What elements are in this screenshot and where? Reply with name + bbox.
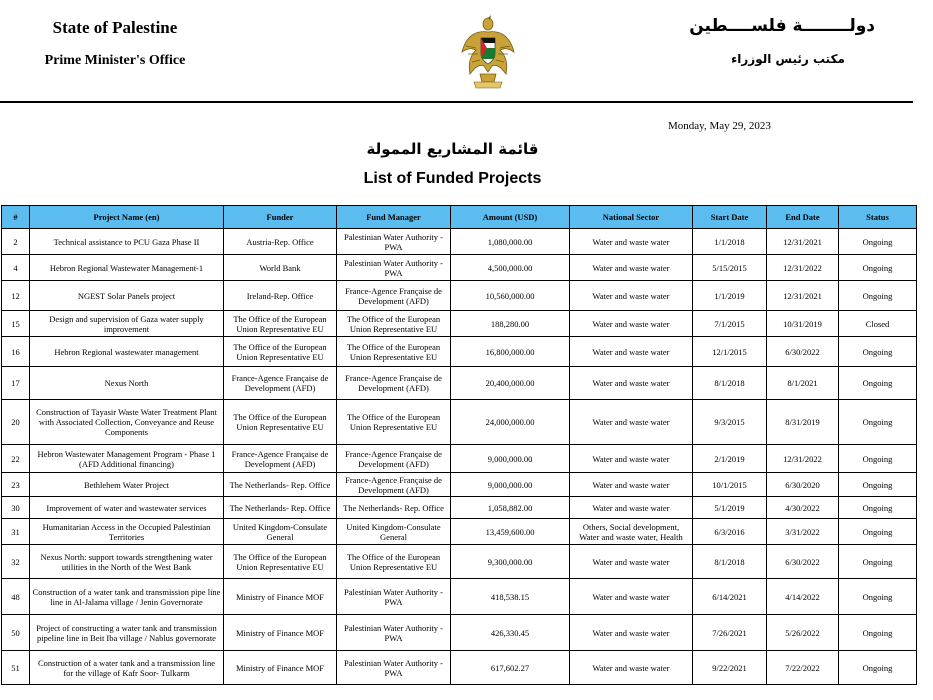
funder-cell: The Office of the European Union Representative EU xyxy=(224,545,337,579)
table-row xyxy=(2,473,917,497)
start-date-cell: 6/3/2016 xyxy=(693,519,767,545)
fund-manager-cell: France-Agence Française de Development (AFD) xyxy=(337,445,451,473)
row-number-cell: 31 xyxy=(2,519,30,545)
fund-manager-cell: Palestinian Water Authority - PWA xyxy=(337,229,451,255)
start-date-cell: 8/1/2018 xyxy=(693,367,767,400)
status-cell: Ongoing xyxy=(839,367,917,400)
project-name-cell: Construction of a water tank and transmission pipe line line in Al-Jalama village / Jenin Governorate xyxy=(30,579,224,615)
table-body xyxy=(2,229,917,685)
row-number-cell: 12 xyxy=(2,281,30,311)
funder-cell: France-Agence Française de Development (AFD) xyxy=(224,445,337,473)
amount-cell: 188,280.00 xyxy=(451,311,570,337)
funder-cell: The Office of the European Union Representative EU xyxy=(224,337,337,367)
funded-projects-table xyxy=(1,205,917,685)
page-title-ar: قائمة المشاريع الممولة xyxy=(366,140,539,158)
status-cell: Ongoing xyxy=(839,579,917,615)
row-number-cell: 2 xyxy=(2,229,30,255)
row-number-cell: 30 xyxy=(2,497,30,519)
start-date-cell: 1/1/2018 xyxy=(693,229,767,255)
amount-cell: 20,400,000.00 xyxy=(451,367,570,400)
fund-manager-cell: The Office of the European Union Representative EU xyxy=(337,311,451,337)
start-date-cell: 7/26/2021 xyxy=(693,615,767,651)
column-header-national-sector: National Sector xyxy=(570,206,693,229)
amount-cell: 426,330.45 xyxy=(451,615,570,651)
table-row xyxy=(2,651,917,685)
status-cell: Ongoing xyxy=(839,497,917,519)
status-cell: Closed xyxy=(839,311,917,337)
start-date-cell: 2/1/2019 xyxy=(693,445,767,473)
amount-cell: 1,080,000.00 xyxy=(451,229,570,255)
national-sector-cell: Water and waste water xyxy=(570,445,693,473)
fund-manager-cell: France-Agence Française de Development (AFD) xyxy=(337,473,451,497)
fund-manager-cell: France-Agence Française de Development (AFD) xyxy=(337,367,451,400)
project-name-cell: Humanitarian Access in the Occupied Palestinian Territories xyxy=(30,519,224,545)
start-date-cell: 8/1/2018 xyxy=(693,545,767,579)
fund-manager-cell: France-Agence Française de Development (AFD) xyxy=(337,281,451,311)
row-number-cell: 20 xyxy=(2,400,30,445)
end-date-cell: 6/30/2020 xyxy=(767,473,839,497)
row-number-cell: 4 xyxy=(2,255,30,281)
amount-cell: 9,000,000.00 xyxy=(451,445,570,473)
table-row xyxy=(2,281,917,311)
amount-cell: 16,800,000.00 xyxy=(451,337,570,367)
amount-cell: 9,300,000.00 xyxy=(451,545,570,579)
end-date-cell: 5/26/2022 xyxy=(767,615,839,651)
fund-manager-cell: The Office of the European Union Representative EU xyxy=(337,337,451,367)
table-row xyxy=(2,445,917,473)
palestine-eagle-emblem-icon xyxy=(458,12,518,92)
start-date-cell: 5/1/2019 xyxy=(693,497,767,519)
national-sector-cell: Water and waste water xyxy=(570,651,693,685)
project-name-cell: Construction of Tayasir Waste Water Treatment Plant with Associated Collection, Conveyance and Reuse Components xyxy=(30,400,224,445)
funder-cell: France-Agence Française de Development (AFD) xyxy=(224,367,337,400)
column-header-number: # xyxy=(2,206,30,229)
project-name-cell: Improvement of water and wastewater services xyxy=(30,497,224,519)
funder-cell: The Netherlands- Rep. Office xyxy=(224,473,337,497)
table-row xyxy=(2,400,917,445)
table-row xyxy=(2,229,917,255)
end-date-cell: 6/30/2022 xyxy=(767,337,839,367)
fund-manager-cell: United Kingdom-Consulate General xyxy=(337,519,451,545)
project-name-cell: Construction of a water tank and a transmission line for the village of Kafr Soor- Tulkarm xyxy=(30,651,224,685)
national-sector-cell: Water and waste water xyxy=(570,337,693,367)
project-name-cell: Hebron Wastewater Management Program - Phase 1 (AFD Additional financing) xyxy=(30,445,224,473)
start-date-cell: 10/1/2015 xyxy=(693,473,767,497)
funder-cell: The Office of the European Union Representative EU xyxy=(224,311,337,337)
status-cell: Ongoing xyxy=(839,255,917,281)
end-date-cell: 12/31/2021 xyxy=(767,229,839,255)
office-name-ar: مكتب رئيس الوزراء xyxy=(731,52,845,66)
column-header-end-date: End Date xyxy=(767,206,839,229)
amount-cell: 4,500,000.00 xyxy=(451,255,570,281)
project-name-cell: Nexus North xyxy=(30,367,224,400)
table-row xyxy=(2,579,917,615)
end-date-cell: 4/30/2022 xyxy=(767,497,839,519)
start-date-cell: 1/1/2019 xyxy=(693,281,767,311)
office-name-en: Prime Minister's Office xyxy=(44,53,186,68)
row-number-cell: 16 xyxy=(2,337,30,367)
start-date-cell: 9/3/2015 xyxy=(693,400,767,445)
row-number-cell: 51 xyxy=(2,651,30,685)
status-cell: Ongoing xyxy=(839,400,917,445)
row-number-cell: 22 xyxy=(2,445,30,473)
column-header-status: Status xyxy=(839,206,917,229)
state-name-ar: دولــــــــة فلســــطين xyxy=(689,16,875,36)
funder-cell: Ministry of Finance MOF xyxy=(224,651,337,685)
fund-manager-cell: The Office of the European Union Representative EU xyxy=(337,545,451,579)
start-date-cell: 6/14/2021 xyxy=(693,579,767,615)
funder-cell: Ireland-Rep. Office xyxy=(224,281,337,311)
national-sector-cell: Water and waste water xyxy=(570,497,693,519)
status-cell: Ongoing xyxy=(839,229,917,255)
amount-cell: 10,560,000.00 xyxy=(451,281,570,311)
state-name-en: State of Palestine xyxy=(52,18,178,37)
national-sector-cell: Others, Social development, Water and waste water, Health xyxy=(570,519,693,545)
row-number-cell: 50 xyxy=(2,615,30,651)
amount-cell: 617,602.27 xyxy=(451,651,570,685)
funder-cell: Austria-Rep. Office xyxy=(224,229,337,255)
status-cell: Ongoing xyxy=(839,615,917,651)
national-sector-cell: Water and waste water xyxy=(570,281,693,311)
table-row xyxy=(2,367,917,400)
amount-cell: 1,058,882.00 xyxy=(451,497,570,519)
column-header-start-date: Start Date xyxy=(693,206,767,229)
project-name-cell: Project of constructing a water tank and transmission pipeline line in Beit Iba village / Nablus governorate xyxy=(30,615,224,651)
row-number-cell: 15 xyxy=(2,311,30,337)
status-cell: Ongoing xyxy=(839,473,917,497)
project-name-cell: Design and supervision of Gaza water supply improvement xyxy=(30,311,224,337)
end-date-cell: 3/31/2022 xyxy=(767,519,839,545)
status-cell: Ongoing xyxy=(839,545,917,579)
table-row xyxy=(2,519,917,545)
funder-cell: The Office of the European Union Representative EU xyxy=(224,400,337,445)
fund-manager-cell: Palestinian Water Authority - PWA xyxy=(337,651,451,685)
project-name-cell: Hebron Regional Wastewater Management-1 xyxy=(30,255,224,281)
fund-manager-cell: Palestinian Water Authority - PWA xyxy=(337,615,451,651)
national-sector-cell: Water and waste water xyxy=(570,473,693,497)
national-sector-cell: Water and waste water xyxy=(570,400,693,445)
table-row xyxy=(2,615,917,651)
table-row xyxy=(2,255,917,281)
row-number-cell: 17 xyxy=(2,367,30,400)
report-date: Monday, May 29, 2023 xyxy=(668,120,771,132)
header-divider xyxy=(0,101,913,103)
end-date-cell: 4/14/2022 xyxy=(767,579,839,615)
project-name-cell: Nexus North: support towards strengthening water utilities in the North of the West Bank xyxy=(30,545,224,579)
start-date-cell: 12/1/2015 xyxy=(693,337,767,367)
row-number-cell: 48 xyxy=(2,579,30,615)
status-cell: Ongoing xyxy=(839,445,917,473)
page-title-en: List of Funded Projects xyxy=(363,170,542,187)
amount-cell: 418,538.15 xyxy=(451,579,570,615)
national-sector-cell: Water and waste water xyxy=(570,579,693,615)
national-sector-cell: Water and waste water xyxy=(570,545,693,579)
end-date-cell: 12/31/2022 xyxy=(767,255,839,281)
column-header-fund-manager: Fund Manager xyxy=(337,206,451,229)
table-row xyxy=(2,311,917,337)
amount-cell: 24,000,000.00 xyxy=(451,400,570,445)
national-sector-cell: Water and waste water xyxy=(570,615,693,651)
fund-manager-cell: The Office of the European Union Representative EU xyxy=(337,400,451,445)
row-number-cell: 23 xyxy=(2,473,30,497)
end-date-cell: 6/30/2022 xyxy=(767,545,839,579)
row-number-cell: 32 xyxy=(2,545,30,579)
column-header-project-name: Project Name (en) xyxy=(30,206,224,229)
start-date-cell: 5/15/2015 xyxy=(693,255,767,281)
funder-cell: United Kingdom-Consulate General xyxy=(224,519,337,545)
table-row xyxy=(2,545,917,579)
funder-cell: The Netherlands- Rep. Office xyxy=(224,497,337,519)
status-cell: Ongoing xyxy=(839,651,917,685)
amount-cell: 9,000,000.00 xyxy=(451,473,570,497)
table-header-row xyxy=(2,206,917,229)
start-date-cell: 7/1/2015 xyxy=(693,311,767,337)
end-date-cell: 8/31/2019 xyxy=(767,400,839,445)
end-date-cell: 12/31/2022 xyxy=(767,445,839,473)
national-sector-cell: Water and waste water xyxy=(570,367,693,400)
fund-manager-cell: Palestinian Water Authority - PWA xyxy=(337,579,451,615)
status-cell: Ongoing xyxy=(839,281,917,311)
project-name-cell: Technical assistance to PCU Gaza Phase II xyxy=(30,229,224,255)
table-row xyxy=(2,337,917,367)
funder-cell: Ministry of Finance MOF xyxy=(224,579,337,615)
project-name-cell: NGEST Solar Panels project xyxy=(30,281,224,311)
end-date-cell: 7/22/2022 xyxy=(767,651,839,685)
funder-cell: Ministry of Finance MOF xyxy=(224,615,337,651)
status-cell: Ongoing xyxy=(839,519,917,545)
project-name-cell: Hebron Regional wastewater management xyxy=(30,337,224,367)
column-header-funder: Funder xyxy=(224,206,337,229)
column-header-amount: Amount (USD) xyxy=(451,206,570,229)
table-row xyxy=(2,497,917,519)
national-sector-cell: Water and waste water xyxy=(570,229,693,255)
national-sector-cell: Water and waste water xyxy=(570,311,693,337)
status-cell: Ongoing xyxy=(839,337,917,367)
fund-manager-cell: The Netherlands- Rep. Office xyxy=(337,497,451,519)
funder-cell: World Bank xyxy=(224,255,337,281)
start-date-cell: 9/22/2021 xyxy=(693,651,767,685)
end-date-cell: 10/31/2019 xyxy=(767,311,839,337)
fund-manager-cell: Palestinian Water Authority - PWA xyxy=(337,255,451,281)
project-name-cell: Bethlehem Water Project xyxy=(30,473,224,497)
end-date-cell: 12/31/2021 xyxy=(767,281,839,311)
national-sector-cell: Water and waste water xyxy=(570,255,693,281)
amount-cell: 13,459,600.00 xyxy=(451,519,570,545)
end-date-cell: 8/1/2021 xyxy=(767,367,839,400)
